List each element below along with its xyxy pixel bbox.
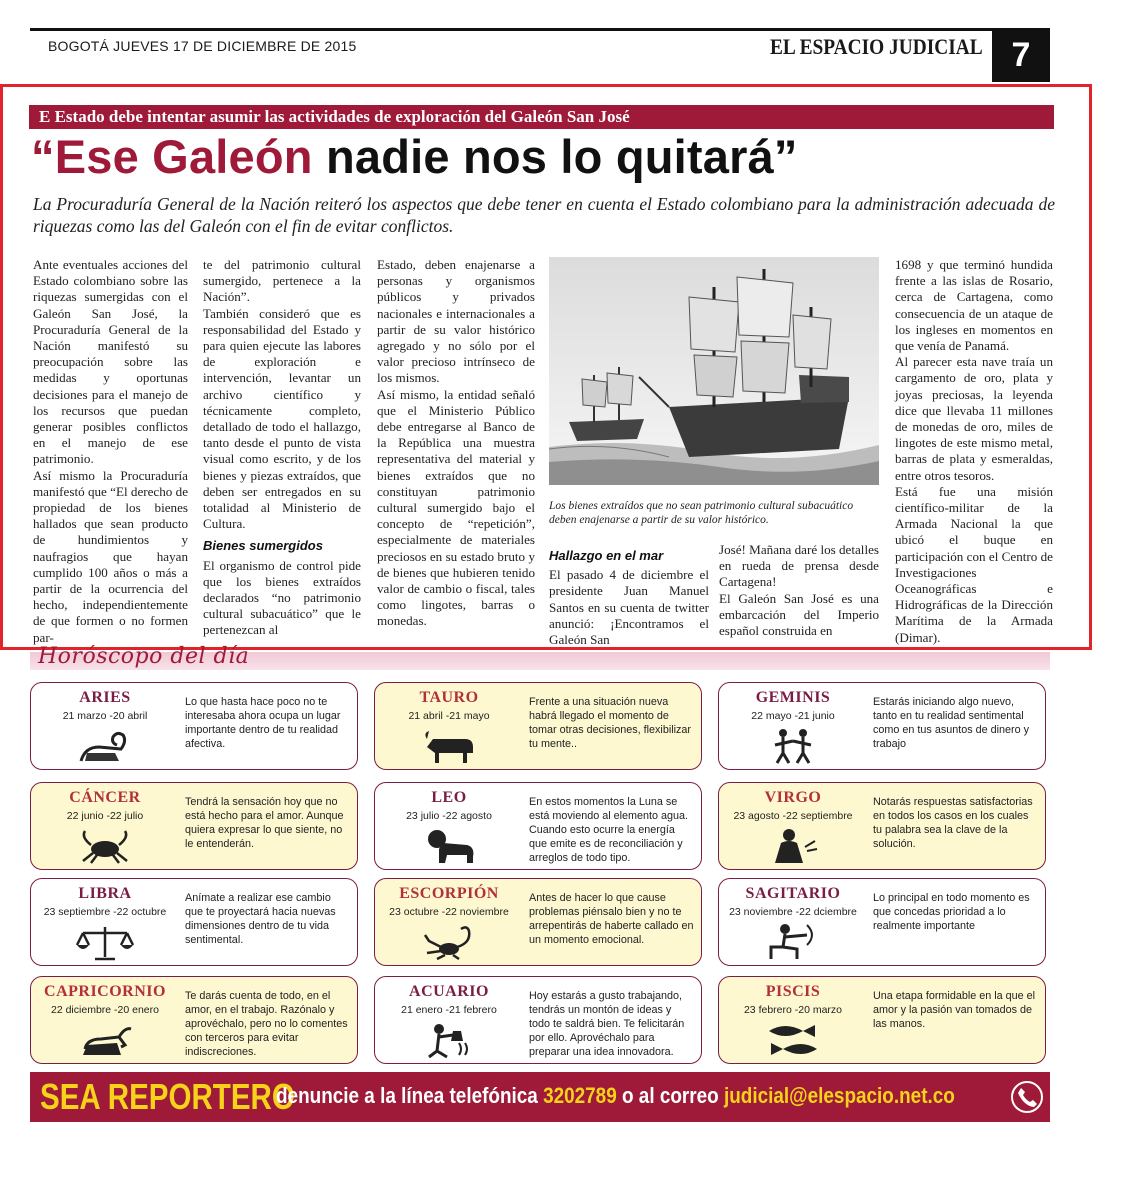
paragraph: José! Mañana daré los detalles en rueda de prensa desde Cartagena! — [719, 542, 879, 590]
sign-card-virgo — [718, 782, 1046, 870]
page-number: 7 — [992, 28, 1050, 82]
masthead-rule — [30, 28, 1050, 31]
paragraph: También consideró que es responsabilidad del Estado y para quien ejecute las labores de exploración e intervención, levantar un archivo científico y técnicamente completo, detallado de todo el hallazgo, tanto desde el punto de vista visual como escrito, y de los bienes y piezas extraídos, que deben ser entregados en su totalidad al Ministerio de Cultura. — [203, 305, 361, 532]
reporter-banner — [30, 1072, 1050, 1122]
bull-icon — [419, 727, 479, 765]
banner-text — [276, 1083, 955, 1109]
paragraph: El Galeón San José es una embarcación del Imperio español construida en — [719, 590, 879, 639]
sign-text: Lo que hasta hace poco no te interesaba ahora ocupa un lugar importante dentro de tu realidad afectiva. — [185, 696, 341, 750]
sign-dates: 21 enero -21 febrero — [401, 1004, 497, 1016]
sign-card-tauro — [374, 682, 702, 770]
sign-card-leo — [374, 782, 702, 870]
sign-text: Te darás cuenta de todo, en el amor, en el trabajo. Razónalo y aprovéchalo, pero no lo comentes con terceros para evitar indiscreciones. — [185, 990, 348, 1058]
goat-icon — [75, 1021, 135, 1059]
paragraph: Así mismo la Procuraduría manifestó que “El derecho de propiedad de los bienes hallados que sean producto de hundimientos y naufragios que hayan cumplido 100 años o más a partir de la ocurrencia del hecho, independientemente de que formen o no formen par- — [33, 467, 188, 645]
masthead — [30, 28, 1050, 82]
article-column-2 — [203, 257, 361, 639]
sign-card-libra — [30, 878, 358, 966]
sign-dates: 23 octubre -22 noviembre — [389, 906, 509, 918]
phone-icon — [1010, 1080, 1044, 1114]
sign-name: CAPRICORNIO — [44, 983, 166, 1000]
sign-text: Hoy estarás a gusto trabajando, tendrás un montón de ideas y todo te saldrá bien. Te felicitarán por ello. Aprovéchalo para preparar una idea innovadora. — [529, 990, 685, 1058]
subhead-hallazgo: Hallazgo en el mar — [549, 548, 664, 563]
sign-text: Antes de hacer lo que cause problemas piénsalo bien y no te arrepentirás de haberte callado en un momento emocional. — [529, 892, 694, 946]
sign-card-acuario — [374, 976, 702, 1064]
paragraph: Está fue una misión científico-militar de la Armada Nacional la que ubicó el buque en participación con el Centro de Investigaciones Oceanográficas e Hidrográficas de la Dirección Marítima de la Armada (Dimar). — [895, 483, 1053, 645]
maiden-icon — [763, 827, 823, 865]
photo-caption: Los bienes extraídos que no sean patrimonio cultural subacuático deben enajenarse a partir de su valor histórico. — [549, 500, 854, 526]
sign-name: ACUARIO — [409, 983, 489, 1000]
sign-card-aries — [30, 682, 358, 770]
article-column-6 — [895, 257, 1053, 646]
sign-name: VIRGO — [764, 789, 822, 806]
sign-dates: 23 julio -22 agosto — [406, 810, 492, 822]
issue-date: BOGOTÁ JUEVES 17 DE DICIEMBRE DE 2015 — [48, 38, 357, 54]
sign-text: En estos momentos la Luna se está moviendo al elemento agua. Cuando esto ocurre la energía que emite es de reconciliación y arreglos de todo tipo. — [529, 796, 689, 864]
article-column-4 — [549, 542, 709, 648]
article-column-5 — [719, 542, 879, 639]
crab-icon — [75, 827, 135, 865]
sign-name: LIBRA — [78, 885, 132, 902]
sign-name: SAGITARIO — [745, 885, 841, 902]
paragraph: te del patrimonio cultural sumergido, pertenece a la Nación”. — [203, 257, 361, 305]
banner-text-b: o al correo — [616, 1083, 724, 1108]
scales-icon — [75, 923, 135, 961]
scorpion-icon — [419, 923, 479, 961]
sign-dates: 22 diciembre -20 enero — [51, 1004, 159, 1016]
sign-dates: 23 noviembre -22 dciembre — [729, 906, 857, 918]
sign-dates: 22 junio -22 julio — [66, 810, 144, 822]
banner-email: judicial@elespacio.net.co — [723, 1083, 955, 1108]
sign-name: CÁNCER — [69, 789, 141, 806]
article-box — [0, 84, 1092, 650]
sign-name: LEO — [431, 789, 467, 806]
sign-name: GEMINIS — [755, 689, 831, 706]
sign-dates: 23 agosto -22 septiembre — [733, 810, 853, 822]
sign-name: ARIES — [79, 689, 131, 706]
paragraph: Estado, deben enajenarse a personas y organismos públicos y privados nacionales e internacionales a partir de su valor histórico agregado y no sólo por el valor precioso intrínseco de los mismos. — [377, 257, 535, 386]
sign-text: Notarás respuestas satisfactorias en todos los casos en los cuales tu palabra sea la clave de la solución. — [873, 796, 1033, 850]
article-headline — [31, 129, 798, 184]
water-bearer-icon — [419, 1021, 479, 1059]
sign-card-sagitario — [718, 878, 1046, 966]
sign-text: Estarás iniciando algo nuevo, tanto en tu realidad sentimental como en tus asuntos de dinero y trabajo — [873, 696, 1030, 750]
paragraph: El organismo de control pide que los bienes extraídos declarados “no patrimonio cultural subacuático” que le pertenezcan al — [203, 557, 361, 638]
sign-card-capricornio — [30, 976, 358, 1064]
galleon-illustration — [549, 257, 879, 485]
subhead-bienes: Bienes sumergidos — [203, 538, 323, 554]
sign-text: Frente a una situación nueva habrá llegado el momento de tomar otras decisiones, flexibilizar tu mente.. — [529, 696, 692, 750]
galleon-photo — [549, 257, 879, 485]
banner-title: SEA REPORTERO — [40, 1076, 295, 1117]
sign-text: Anímate a realizar ese cambio que te proyectará hacia nuevas dimensiones dentro de tu vida sentimental. — [185, 892, 336, 946]
sign-card-escorpion — [374, 878, 702, 966]
article-lead: La Procuraduría General de la Nación reiteró los aspectos que debe tener en cuenta el Estado colombiano para la administración adecuada de riquezas como las del Galeón con el fin de evitar conflictos. — [33, 194, 1055, 236]
sign-dates: 23 septiembre -22 octubre — [43, 906, 167, 918]
fish-icon — [763, 1021, 823, 1059]
sign-card-geminis — [718, 682, 1046, 770]
twins-icon — [763, 727, 823, 765]
paragraph: Al parecer esta nave traía un cargamento de oro, plata y joyas preciosas, la leyenda dice que llevaba 11 millones de monedas de oro, miles de lingotes de este mismo metal, barras de plata y esmeraldas, entre otros tesoros. — [895, 354, 1053, 483]
sign-dates: 22 mayo -21 junio — [751, 710, 835, 722]
horoscope-title: Horóscopo del día — [38, 644, 250, 669]
archer-icon — [763, 923, 823, 961]
sign-name: TAURO — [419, 689, 479, 706]
article-column-3 — [377, 257, 535, 630]
lion-icon — [419, 827, 479, 865]
sign-dates: 21 marzo -20 abril — [62, 710, 148, 722]
sign-dates: 23 febrero -20 marzo — [743, 1004, 843, 1016]
ram-icon — [75, 727, 135, 765]
banner-phone: 3202789 — [543, 1083, 617, 1108]
headline-black-part: nadie nos lo quitará” — [312, 130, 798, 183]
paragraph: 1698 y que terminó hundida frente a las islas de Rosario, cerca de Cartagena, como consecuencia de un ataque de los ingleses en momentos en que venía de Panamá. — [895, 257, 1053, 354]
sign-text: Una etapa formidable en la que el amor y la pasión van tomados de las manos. — [873, 990, 1036, 1030]
sign-dates: 21 abril -21 mayo — [408, 710, 490, 722]
article-column-1 — [33, 257, 188, 646]
sign-name: ESCORPIÓN — [399, 885, 499, 902]
sign-name: PISCIS — [765, 983, 821, 1000]
sign-text: Tendrá la sensación hoy que no está hecho para el amor. Aunque quiera expresar lo que siente, no le entenderán. — [185, 796, 344, 850]
banner-text-a: denuncie a la línea telefónica — [276, 1083, 544, 1108]
paragraph: Ante eventuales acciones del Estado colombiano sobre las riquezas sumergidas con el Galeón San José, la Procuraduría General de la Nación manifestó su preocupación sobre las medidas y oportunas decisiones para el manejo de los recursos que puedan generar posibles conflictos en el manejo de ese patrimonio. — [33, 257, 188, 467]
sign-text: Lo principal en todo momento es que concedas prioridad a lo realmente importante — [873, 892, 1030, 932]
article-kicker: E Estado debe intentar asumir las actividades de exploración del Galeón San José — [29, 105, 1054, 129]
paragraph: Así mismo, la entidad señaló que el Ministerio Público debe entregarse al Banco de la República una muestra representativa del material y bienes extraídos que no constituyan patrimonio cultural sumergido bajo el concepto de “repetición”, especialmente de materiales preciosos en su estado bruto y de bienes que hubieren tenido valor de cambio o fiscal, tales como lingotes, barras o monedas. — [377, 386, 535, 629]
paragraph: El pasado 4 de diciembre el presidente Juan Manuel Santos en su cuenta de twitter anunció: ¡Encontramos el Galeón San — [549, 567, 709, 648]
headline-red-part: “Ese Galeón — [31, 130, 313, 183]
sign-card-cancer — [30, 782, 358, 870]
sign-card-piscis — [718, 976, 1046, 1064]
section-name: EL ESPACIO JUDICIAL — [770, 34, 983, 59]
